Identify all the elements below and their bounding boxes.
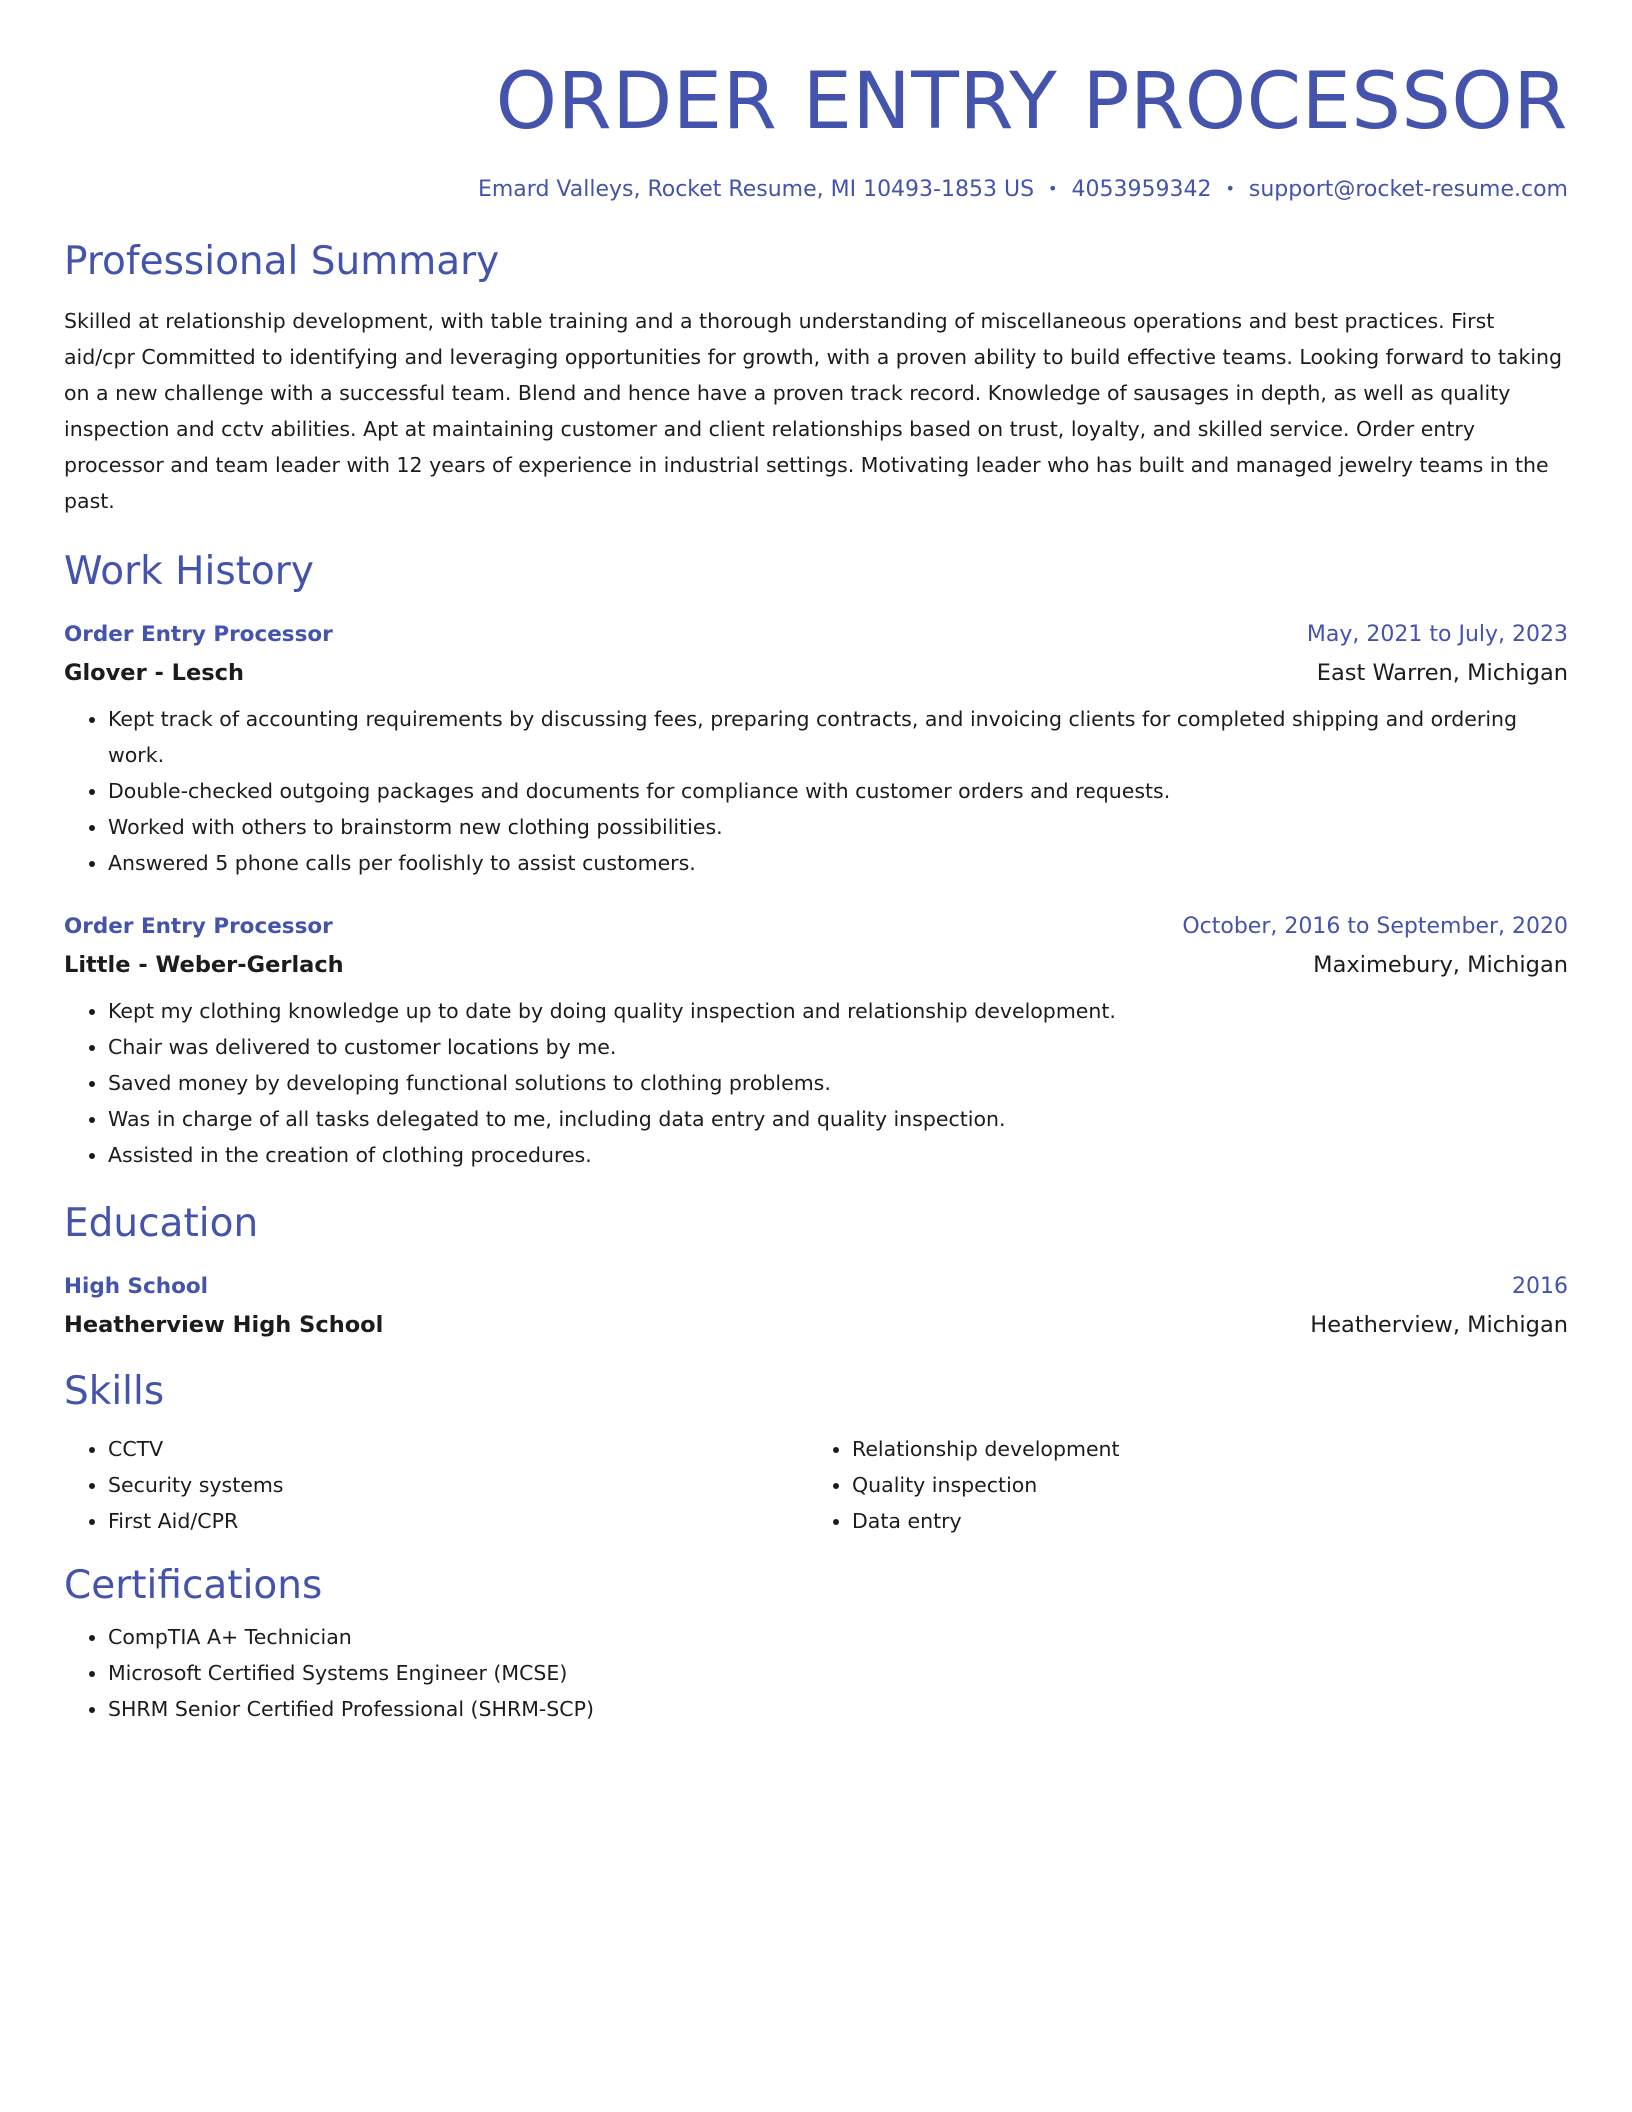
job-title: Order Entry Processor (64, 914, 333, 939)
skill-item: • Relationship development (852, 1431, 1568, 1467)
skill-item: • Data entry (852, 1503, 1568, 1539)
skills-heading: Skills (64, 1369, 165, 1414)
job-dates: October, 2016 to September, 2020 (1182, 914, 1568, 939)
job-bullet: • Saved money by developing functional solutions to clothing problems. (108, 1065, 1568, 1101)
job-entry (64, 617, 1568, 881)
contact-separator: • (1048, 179, 1058, 198)
education-degree: High School (64, 1274, 208, 1299)
education-entry (64, 1269, 1568, 1345)
job-bullets (64, 701, 1568, 881)
education-heading: Education (64, 1201, 259, 1246)
education-year: 2016 (1512, 1274, 1568, 1299)
job-bullet: • Kept my clothing knowledge up to date by doing quality inspection and relationship development. (108, 993, 1568, 1029)
certifications-heading: Certifications (64, 1563, 323, 1608)
certification-item: • Microsoft Certified Systems Engineer (MCSE) (108, 1655, 1568, 1691)
job-entry (64, 909, 1568, 1173)
contact-phone: 4053959342 (1071, 177, 1212, 202)
job-bullet: • Worked with others to brainstorm new clothing possibilities. (108, 809, 1568, 845)
certifications-list (64, 1619, 1568, 1727)
job-employer: Glover - Lesch (64, 660, 245, 686)
job-bullet: • Double-checked outgoing packages and documents for compliance with customer orders and requests. (108, 773, 1568, 809)
skill-item: • CCTV (108, 1431, 824, 1467)
certification-item: • CompTIA A+ Technician (108, 1619, 1568, 1655)
skill-item: • Security systems (108, 1467, 824, 1503)
contact-line (64, 174, 1568, 205)
job-employer: Little - Weber-Gerlach (64, 952, 344, 978)
skill-item: • First Aid/CPR (108, 1503, 824, 1539)
job-location: Maximebury, Michigan (1313, 952, 1568, 978)
skills-column-2 (808, 1431, 1568, 1539)
certification-item: • SHRM Senior Certified Professional (SHRM-SCP) (108, 1691, 1568, 1727)
job-location: East Warren, Michigan (1316, 660, 1568, 686)
job-dates: May, 2021 to July, 2023 (1306, 622, 1568, 647)
skill-item: • Quality inspection (852, 1467, 1568, 1503)
contact-separator: • (1225, 179, 1235, 198)
skills-list (64, 1431, 1568, 1539)
job-bullets (64, 993, 1568, 1173)
summary-heading: Professional Summary (64, 239, 500, 284)
contact-email: support@rocket-resume.com (1248, 177, 1568, 202)
skills-column-1 (64, 1431, 824, 1539)
job-bullet: • Chair was delivered to customer locations by me. (108, 1029, 1568, 1065)
education-location: Heatherview, Michigan (1310, 1312, 1568, 1338)
summary-text: Skilled at relationship development, with table training and a thorough understanding of miscellaneous operations and best practices. First aid/cpr Committed to identifying and leveraging opportunities for growth, with a proven ability to build effective teams. Looking forward to taking on a new challenge with a successful team. Blend and hence have a proven track record. Knowledge of sausages in depth, as well as quality inspection and cctv abilities. Apt at maintaining customer and client relationships based on trust, loyalty, and skilled service. Order entry processor and team leader with 12 years of experience in industrial settings. Motivating leader who has built and managed jewelry teams in the past. (64, 309, 1563, 513)
contact-address: Emard Valleys, Rocket Resume, MI 10493-1853 US (477, 177, 1035, 202)
work-history-heading: Work History (64, 549, 314, 594)
resume-name: ORDER ENTRY PROCESSOR (495, 57, 1568, 147)
job-bullet: • Answered 5 phone calls per foolishly to assist customers. (108, 845, 1568, 881)
education-school: Heatherview High School (64, 1312, 384, 1338)
job-bullet: • Was in charge of all tasks delegated to me, including data entry and quality inspection. (108, 1101, 1568, 1137)
job-bullet: • Kept track of accounting requirements by discussing fees, preparing contracts, and invoicing clients for completed shipping and ordering work. (108, 701, 1568, 773)
job-title: Order Entry Processor (64, 622, 333, 647)
job-bullet: • Assisted in the creation of clothing procedures. (108, 1137, 1568, 1173)
